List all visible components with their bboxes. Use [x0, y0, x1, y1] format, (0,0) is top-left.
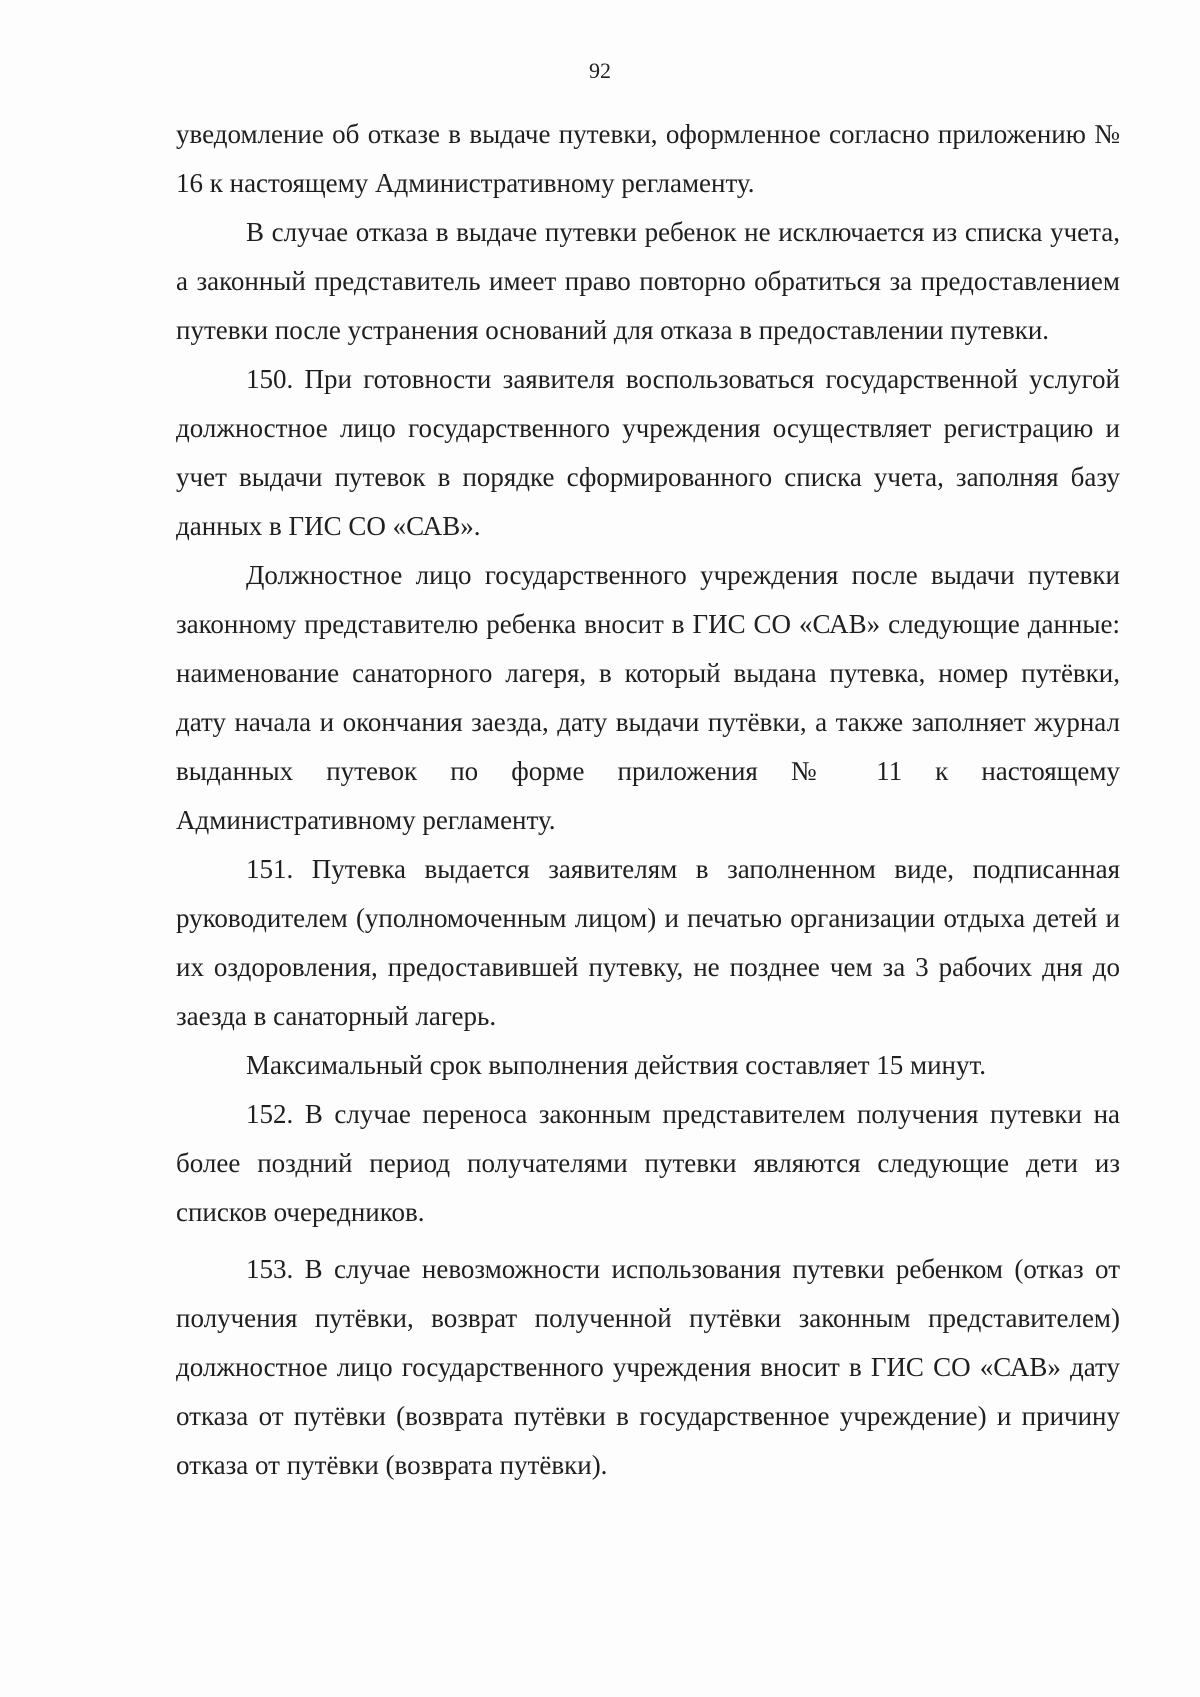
paragraph-max-time: Максимальный срок выполнения действия составляет 15 минут.	[246, 1050, 987, 1080]
paragraph-continuation: уведомление об отказе в выдаче путевки, оформленное согласно приложению № 16 к настоящему Административному регламенту.	[176, 119, 1120, 198]
page-number: 92	[589, 58, 611, 83]
document-body	[176, 110, 1120, 1490]
paragraph-refusal-case: В случае отказа в выдаче путевки ребенок не исключается из списка учета, а законный представитель имеет право повторно обратиться за предоставлением путевки после устранения оснований для отказа в предоставлении путевки.	[176, 217, 1120, 345]
paragraph-official-entry: Должностное лицо государственного учреждения после выдачи путевки законному представителю ребенка вносит в ГИС СО «САВ» следующие данные: наименование санаторного лагеря, в который выдана путевка, номер путёвки, дату начала и окончания заезда, дату выдачи путёвки, а также заполняет журнал выданных путевок по форме приложения № 11 к настоящему Административному регламенту.	[176, 560, 1120, 835]
paragraph-152: 152. В случае переноса законным представителем получения путевки на более поздний период получателями путевки являются следующие дети из списков очередников.	[176, 1099, 1120, 1227]
paragraph-150: 150. При готовности заявителя воспользоваться государственной услугой должностное лицо государственного учреждения осуществляет регистрацию и учет выдачи путевок в порядке сформированного списка учета, заполняя базу данных в ГИС СО «САВ».	[176, 364, 1120, 541]
paragraph-151: 151. Путевка выдается заявителям в заполненном виде, подписанная руководителем (уполномоченным лицом) и печатью организации отдыха детей и их оздоровления, предоставившей путевку, не позднее чем за 3 рабочих дня до заезда в санаторный лагерь.	[176, 854, 1120, 1031]
paragraph-153: 153. В случае невозможности использования путевки ребенком (отказ от получения путёвки, возврат полученной путёвки законным представителем) должностное лицо государственного учреждения вносит в ГИС СО «САВ» дату отказа от путёвки (возврата путёвки в государственное учреждение) и причину отказа от путёвки (возврата путёвки).	[176, 1254, 1120, 1480]
